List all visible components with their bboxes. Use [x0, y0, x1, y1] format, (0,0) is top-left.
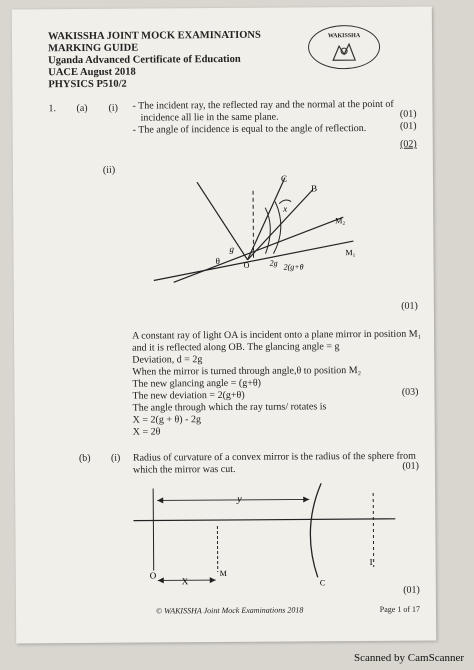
b-definition-line-2: which the mirror was cut.: [132, 463, 236, 476]
explain-line-2: and it is reflected along OB. The glancing angle = g: [132, 341, 340, 354]
principal-axis-line: [133, 519, 395, 521]
convex-mirror-curve: [310, 483, 322, 577]
mark-b-definition: (01): [402, 460, 420, 472]
sub-ii-label: (ii): [102, 164, 116, 176]
header-paper: PHYSICS P510/2: [48, 78, 127, 91]
sub-i-label: (i): [108, 102, 118, 114]
label-o: O: [243, 260, 250, 270]
logo-text: WAKISSHA: [327, 33, 361, 40]
rotating-mirror-diagram: [153, 157, 384, 289]
explain-line-8: X = 2(g + θ) - 2g: [132, 414, 201, 426]
header-title: WAKISSHA JOINT MOCK EXAMINATIONS: [47, 29, 261, 43]
law-1-line-1: - The incident ray, the reflected ray and the normal at the point of: [132, 98, 394, 112]
b-sub-i-label: (i): [110, 452, 121, 464]
mark-explain: (03): [401, 386, 419, 398]
label-c: C: [280, 173, 288, 184]
label-2g-theta: 2(g+θ: [283, 262, 304, 272]
arrowhead-right-y: [303, 496, 309, 502]
incident-ray-line: [197, 182, 248, 260]
arrowhead-left-x: [158, 577, 164, 583]
image-i-line: [373, 493, 374, 567]
mirror-m2-line: [173, 216, 346, 282]
label-m: M: [219, 568, 227, 579]
label-b: B: [311, 183, 318, 194]
exam-page: [12, 7, 436, 644]
label-i: I: [369, 556, 373, 567]
reflected-ray-oc-line: [247, 178, 286, 260]
explain-line-3: Deviation, d = 2g: [132, 354, 203, 366]
question-number: 1.: [48, 103, 57, 115]
label-theta: θ: [215, 256, 220, 267]
law-1-line-2: incidence all lie in the same plane.: [140, 111, 279, 124]
arrowhead-left-y: [157, 497, 163, 503]
label-m2: M₂: [335, 216, 346, 226]
header-level: Uganda Advanced Certificate of Education: [48, 53, 241, 67]
part-a-label: (a): [76, 102, 88, 115]
mark-diagram: (01): [401, 300, 418, 312]
explain-line-9: X = 2θ: [132, 426, 161, 438]
pin-o-line: [153, 488, 154, 570]
wakissha-logo: [308, 25, 380, 70]
explain-line-6: The new deviation = 2(g+θ): [132, 389, 245, 402]
explain-line-5: The new glancing angle = (g+θ): [132, 377, 261, 390]
mark-b-diagram: (01): [403, 584, 420, 596]
distance-y-arrow: [157, 499, 309, 500]
arrowhead-right-x: [210, 577, 216, 583]
mark-law-1: (01): [399, 108, 417, 120]
label-y: y: [237, 493, 242, 505]
mark-law-2: (01): [399, 120, 417, 132]
logo-emblem-icon: [329, 40, 359, 62]
label-pin-o: O: [149, 570, 157, 581]
footer-copyright: © WAKISSHA Joint Mock Examinations 2018: [155, 605, 304, 616]
header-date: UACE August 2018: [48, 66, 136, 79]
label-g: g: [229, 243, 235, 254]
header-subtitle: MARKING GUIDE: [48, 42, 139, 55]
law-2-line: - The angle of incidence is equal to the angle of reflection.: [132, 123, 367, 136]
mark-total-a-i: (02): [400, 138, 417, 150]
label-2g: 2g: [269, 258, 278, 268]
explain-line-4: When the mirror is turned through angle,θ to position M₂: [132, 365, 362, 378]
convex-mirror-diagram: [133, 479, 404, 591]
part-b-label: (b): [78, 452, 91, 465]
label-x: x: [283, 203, 288, 214]
label-m1: M₁: [345, 248, 356, 258]
explain-line-7: The angle through which the ray turns/ rotates is: [132, 401, 327, 414]
b-definition-line-1: Radius of curvature of a convex mirror is the radius of the sphere from: [132, 450, 416, 464]
explain-line-1: A constant ray of light OA is incident onto a plane mirror in position M₁: [132, 328, 422, 342]
reflected-ray-ob-line: [247, 189, 313, 259]
page-number: Page 1 of 17: [379, 604, 421, 614]
scanner-watermark: Scanned by CamScanner: [354, 652, 464, 664]
label-c-mirror: C: [319, 578, 326, 588]
label-x-distance: X: [181, 576, 189, 587]
